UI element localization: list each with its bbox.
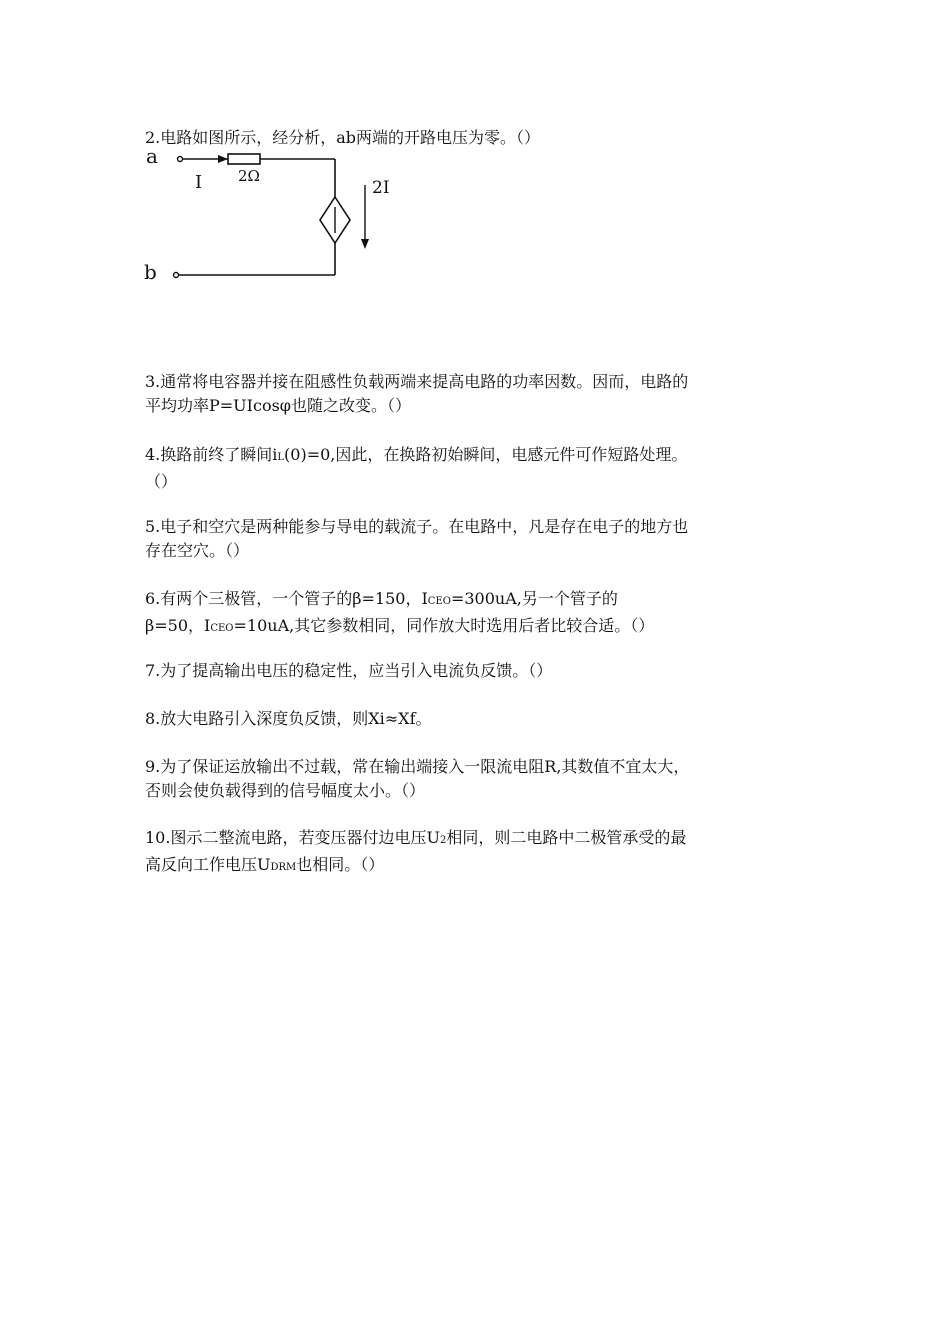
question-5: [145, 515, 810, 563]
question-5-line1: 5.电子和空穴是两种能参与导电的载流子。在电路中，凡是存在电子的地方也: [145, 517, 689, 536]
label-resistor: 2Ω: [238, 167, 260, 185]
question-3-line1: 3.通常将电容器并接在阻感性负载两端来提高电路的功率因数。因而，电路的: [145, 372, 689, 391]
question-9-line2: 否则会使负载得到的信号幅度太小。（）: [145, 781, 426, 800]
label-a: a: [146, 145, 158, 168]
terminal-b: [174, 273, 179, 278]
question-2-text: 2.电路如图所示，经分析，ab两端的开路电压为零。（）: [145, 128, 541, 147]
question-6-line2: β=50，ICEO=10uA,其它参数相同，同作放大时选用后者比较合适。（）: [145, 616, 655, 635]
question-9-line1: 9.为了保证运放输出不过载，常在输出端接入一限流电阻R,其数值不宜太大，: [145, 757, 690, 776]
question-10-line2: 高反向工作电压UDRM也相同。（）: [145, 855, 385, 874]
question-7-text: 7.为了提高输出电压的稳定性，应当引入电流负反馈。（）: [145, 661, 553, 680]
question-4-line2: （）: [145, 472, 178, 491]
source-arrow-icon: [361, 239, 369, 249]
question-10: [145, 826, 810, 880]
question-4-line1: 4.换路前终了瞬间iL(0)=0,因此，在换路初始瞬间，电感元件可作短路处理。: [145, 445, 688, 464]
question-4: [145, 443, 810, 494]
label-current: I: [195, 172, 203, 193]
question-8: [145, 707, 810, 731]
question-6: [145, 587, 810, 641]
question-6-line1: 6.有两个三极管，一个管子的β=150，ICEO=300uA,另一个管子的: [145, 589, 618, 608]
label-b: b: [144, 260, 157, 284]
question-3-line2: 平均功率P=UIcosφ也随之改变。（）: [145, 396, 411, 415]
question-7: [145, 659, 810, 683]
label-source: 2I: [372, 178, 390, 198]
question-9: [145, 755, 810, 803]
resistor: [228, 154, 260, 164]
question-8-text: 8.放大电路引入深度负反馈，则Xi≈Xf。: [145, 709, 432, 728]
question-5-line2: 存在空穴。（）: [145, 541, 250, 560]
question-3: [145, 370, 810, 418]
circuit-diagram: [140, 145, 420, 295]
question-10-line1: 10.图示二整流电路，若变压器付边电压U2相同，则二电路中二极管承受的最: [145, 828, 687, 847]
terminal-a: [178, 157, 183, 162]
current-arrow-icon: [218, 155, 228, 163]
